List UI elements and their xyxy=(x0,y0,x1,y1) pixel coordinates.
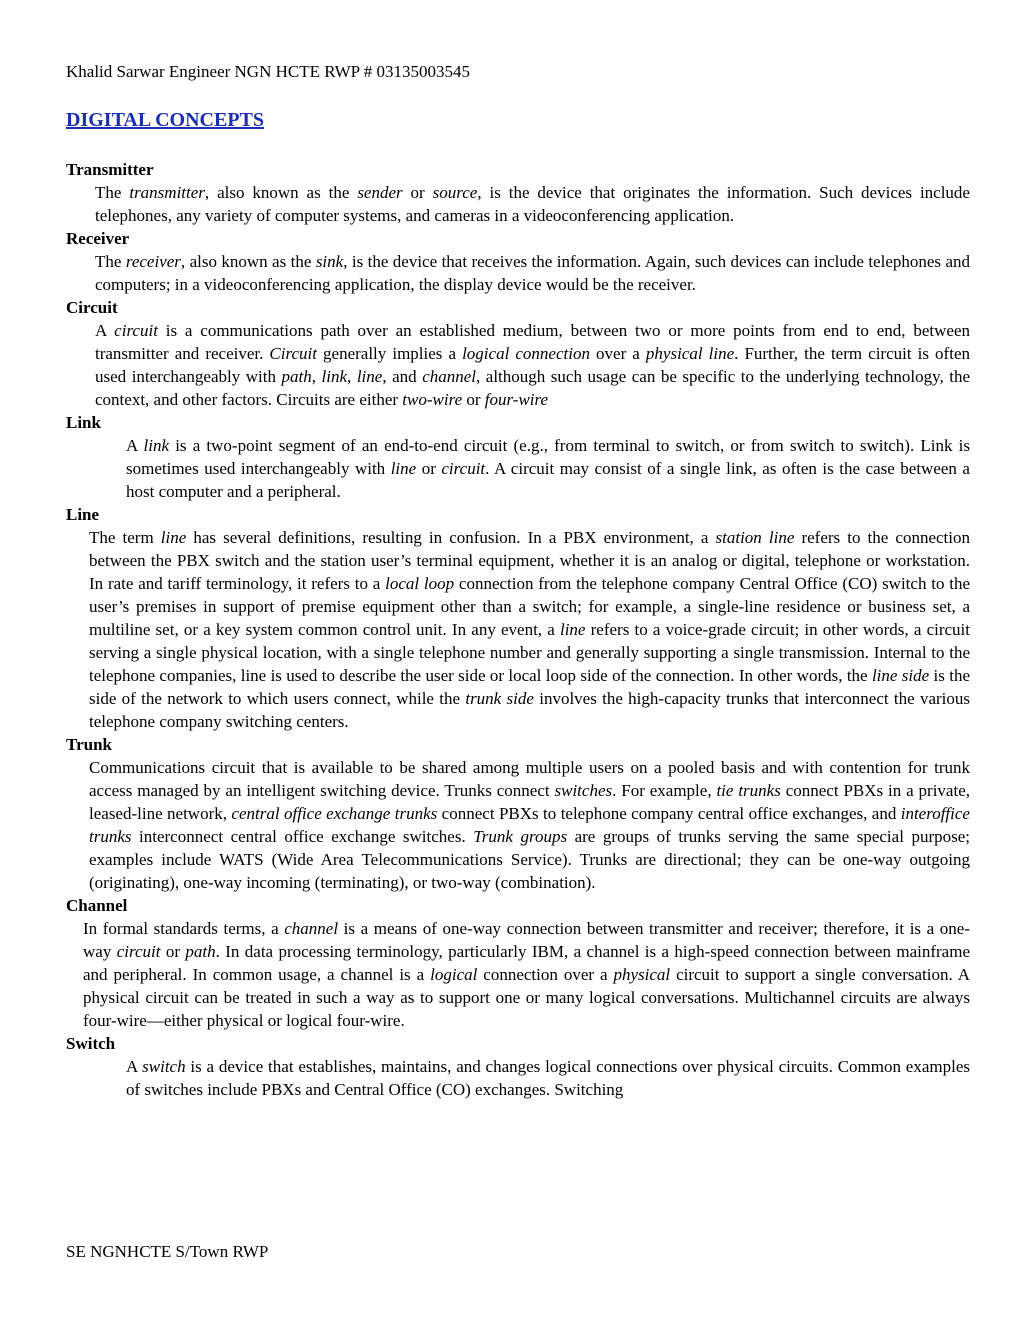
term-definition: A switch is a device that establishes, maintains, and changes logical connections over physical circuits. Common examples of switches include PBXs and Central Office (CO) exchanges. Switching xyxy=(126,1057,970,1099)
term-definition: Communications circuit that is available to be shared among multiple users on a pooled basis and with contention for trunk access managed by an intelligent switching device. Trunks connect switches. For example, tie trunks connect PBXs in a private, leased-line network, central office exchange trunks connect PBXs to telephone company central office exchanges, and interoffice trunks interconnect central office exchange switches. Trunk groups are groups of trunks serving the same special purpose; examples include WATS (Wide Area Telecommunications Service). Trunks are directional; they can be one-way outgoing (originating), one-way incoming (terminating), or two-way (combination). xyxy=(89,758,971,892)
term-definition: A circuit is a communications path over an established medium, between two or more points from end to end, between transmitter and receiver. Circuit generally implies a logical connection over a physical line. Further, the term circuit is often used interchangeably with path, link, line, and channel, although such usage can be specific to the underlying technology, the context, and other factors. Circuits are either two-wire or four-wire xyxy=(95,321,971,409)
term-heading: Switch xyxy=(66,1034,116,1053)
term-heading: Link xyxy=(66,413,101,432)
term-heading: Transmitter xyxy=(66,160,154,179)
term-heading: Line xyxy=(66,505,100,524)
page-header: Khalid Sarwar Engineer NGN HCTE RWP # 03135003545 xyxy=(66,62,471,81)
term-heading: Channel xyxy=(66,896,128,915)
document-body xyxy=(66,158,970,1101)
term-definition: In formal standards terms, a channel is a means of one-way connection between transmitter and receiver; therefore, it is a one-way circuit or path. In data processing terminology, particularly IBM, a channel is a high-speed connection between mainframe and peripheral. In common usage, a channel is a logical connection over a physical circuit to support a single conversation. A physical circuit can be treated in such a way as to support one or many logical conversations. Multichannel circuits are always four-wire—either physical or logical four-wire. xyxy=(83,919,970,1030)
term-heading: Circuit xyxy=(66,298,118,317)
term-definition: A link is a two-point segment of an end-to-end circuit (e.g., from terminal to switch, or from switch to switch). Link is sometimes used interchangeably with line or circuit. A circuit may consist of a single link, as often is the case between a host computer and a peripheral. xyxy=(126,436,970,501)
term-definition: The receiver, also known as the sink, is the device that receives the information. Again, such devices can include telephones and computers; in a videoconferencing application, the display device would be the receiver. xyxy=(95,252,970,294)
page-footer: SE NGNHCTE S/Town RWP xyxy=(66,1242,269,1261)
term-definition: The term line has several definitions, resulting in confusion. In a PBX environment, a station line refers to the connection between the PBX switch and the station user’s terminal equipment, whether it is an analog or digital, telephone or workstation. In rate and tariff terminology, it refers to a local loop connection from the telephone company Central Office (CO) switch to the user’s premises in support of premise equipment other than a switch; for example, a single-line residence or business set, a multiline set, or a key system common control unit. In any event, a line refers to a voice-grade circuit; in other words, a circuit serving a single physical location, with a single telephone number and generally supporting a single transmission. Internal to the telephone companies, line is used to describe the user side or local loop side of the connection. In other words, the line side is the side of the network to which users connect, while the trunk side involves the high-capacity trunks that interconnect the various telephone company switching centers. xyxy=(89,528,971,731)
term-heading: Receiver xyxy=(66,229,130,248)
document-title: DIGITAL CONCEPTS xyxy=(66,109,265,131)
term-definition: The transmitter, also known as the sender or source, is the device that originates the information. Such devices include telephones, any variety of computer systems, and cameras in a videoconferencing application. xyxy=(95,183,970,225)
term-heading: Trunk xyxy=(66,735,112,754)
